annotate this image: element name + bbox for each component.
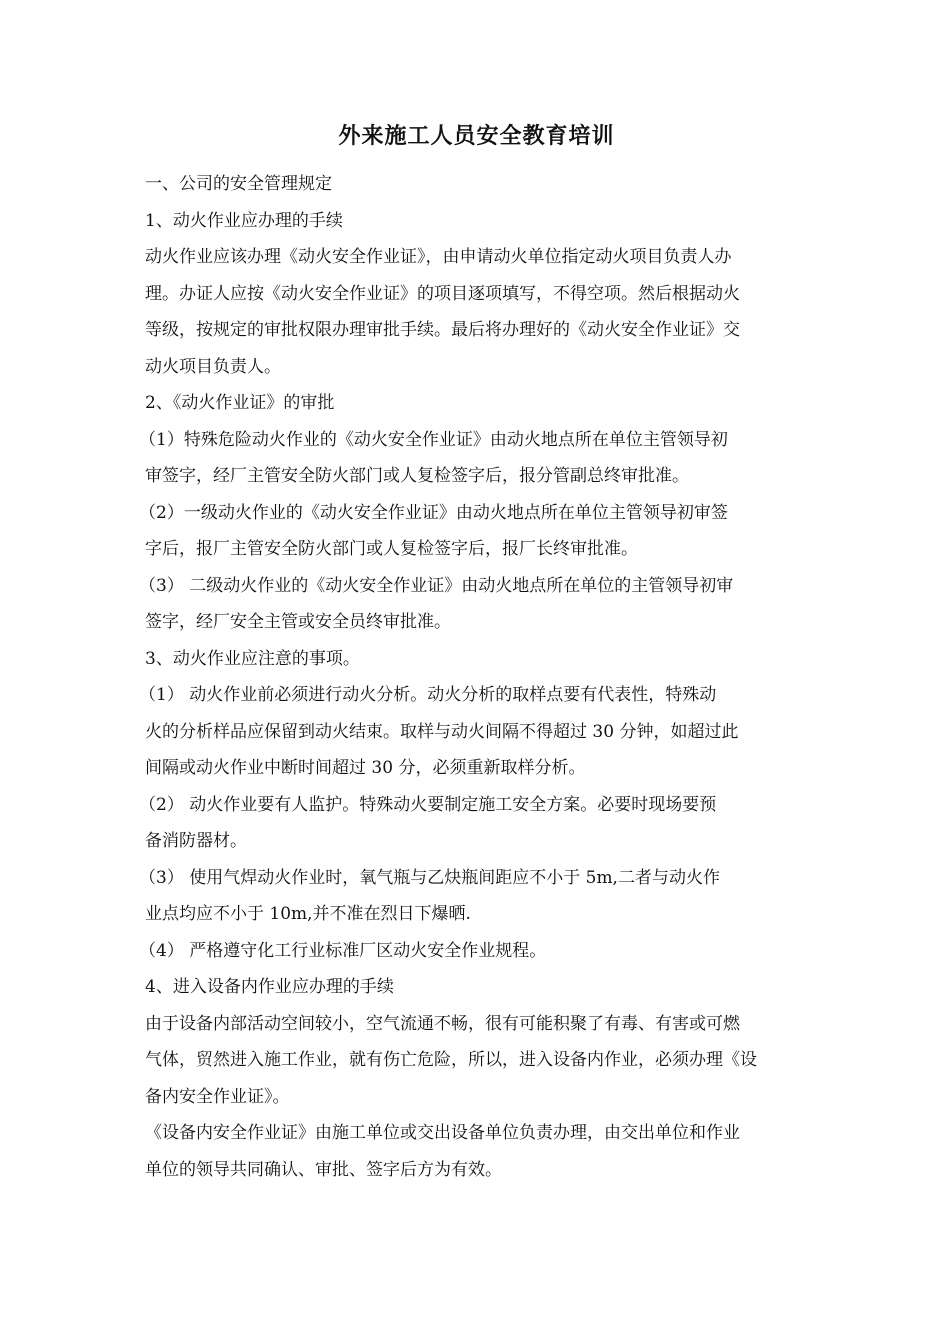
paragraph-line: 理。办证人应按《动火安全作业证》的项目逐项填写，不得空项。然后根据动火 [145, 283, 740, 304]
paragraph-line: 动火作业应该办理《动火安全作业证》，由申请动火单位指定动火项目负责人办 [145, 247, 732, 267]
paragraph-line: 签字，经厂安全主管或安全员终审批准。 [145, 612, 451, 632]
list-item-line: （4） 严格遵守化工行业标准厂区动火安全作业规程。 [139, 940, 547, 961]
subsection-heading-1: 1、动火作业应办理的手续 [145, 210, 343, 231]
paragraph-line: 《设备内安全作业证》由施工单位或交出设备单位负责办理，由交出单位和作业 [145, 1123, 740, 1143]
paragraph-line: 等级，按规定的审批权限办理审批手续。最后将办理好的《动火安全作业证》交 [145, 320, 740, 340]
list-item-line: （2）一级动火作业的《动火安全作业证》由动火地点所在单位主管领导初审签 [139, 502, 728, 523]
paragraph-line: 字后，报厂主管安全防火部门或人复检签字后，报厂长终审批准。 [145, 539, 638, 559]
list-item-line: （3） 二级动火作业的《动火安全作业证》由动火地点所在单位的主管领导初审 [139, 575, 734, 596]
list-item-line: （3） 使用气焊动火作业时，氧气瓶与乙炔瓶间距应不小于 5m,二者与动火作 [139, 867, 720, 888]
subsection-heading-3: 3、动火作业应注意的事项。 [145, 648, 360, 669]
paragraph-line: 审签字，经厂主管安全防火部门或人复检签字后，报分管副总终审批准。 [145, 466, 689, 486]
paragraph-line: 火的分析样品应保留到动火结束。取样与动火间隔不得超过 30 分钟，如超过此 [145, 721, 739, 742]
paragraph-line: 由于设备内部活动空间较小，空气流通不畅，很有可能积聚了有毒、有害或可燃 [145, 1013, 740, 1034]
paragraph-line: 气体，贸然进入施工作业，就有伤亡危险，所以，进入设备内作业，必须办理《设 [145, 1050, 757, 1070]
paragraph-line: 业点均应不小于 10m,并不准在烈日下爆晒. [145, 904, 471, 924]
paragraph-line: 备消防器材。 [145, 831, 247, 851]
list-item-line: （1）特殊危险动火作业的《动火安全作业证》由动火地点所在单位主管领导初 [139, 429, 728, 450]
subsection-heading-2: 2、《动火作业证》的审批 [145, 393, 335, 413]
section-heading-1: 一、公司的安全管理规定 [145, 174, 332, 194]
document-title: 外来施工人员安全教育培训 [338, 123, 615, 149]
list-item-line: （2） 动火作业要有人监护。特殊动火要制定施工安全方案。必要时现场要预 [139, 794, 717, 815]
paragraph-line: 动火项目负责人。 [145, 356, 281, 377]
list-item-line: （1） 动火作业前必须进行动火分析。动火分析的取样点要有代表性，特殊动 [139, 685, 717, 705]
paragraph-line: 备内安全作业证》。 [145, 1086, 290, 1107]
paragraph-line: 间隔或动火作业中断时间超过 30 分，必须重新取样分析。 [145, 758, 586, 778]
subsection-heading-4: 4、进入设备内作业应办理的手续 [145, 977, 394, 997]
paragraph-line: 单位的领导共同确认、审批、签字后方为有效。 [145, 1159, 502, 1180]
